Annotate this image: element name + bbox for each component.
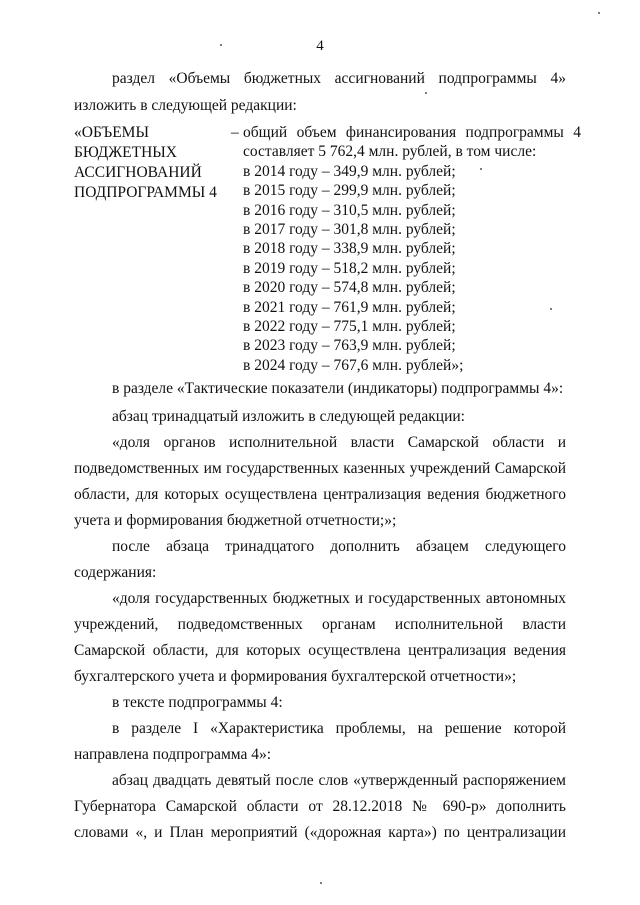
volumes-year-2021: в 2021 году – 761,9 млн. рублей; [243, 298, 456, 316]
volumes-year-2020: в 2020 году – 574,8 млн. рублей; [243, 279, 456, 297]
volumes-total-line-1: общий объем финансирования подпрограммы 4 [243, 124, 581, 141]
scan-speck [425, 92, 427, 94]
volumes-year-2023: в 2023 году – 763,9 млн. рублей; [243, 337, 456, 355]
paragraph-thirteenth: абзац тринадцатый изложить в следующей редакции: [112, 408, 465, 425]
volumes-label [74, 123, 244, 203]
paragraph-tactical-section: в разделе «Тактические показатели (индикаторы) подпрограммы 4»: [112, 380, 564, 397]
volumes-year-2016: в 2016 году – 310,5 млн. рублей; [243, 201, 456, 219]
intro-line-2: изложить в следующей редакции: [74, 97, 297, 114]
scan-speck [550, 308, 552, 310]
paragraph-after-line: после абзаца тринадцатого дополнить абзацем следующего [112, 538, 566, 555]
volumes-year-2019: в 2019 году – 518,2 млн. рублей; [243, 259, 456, 277]
volumes-label-line: «ОБЪЕМЫ [74, 124, 149, 141]
volumes-year-2022: в 2022 году – 775,1 млн. рублей; [243, 318, 456, 336]
scan-speck [220, 44, 222, 46]
volumes-year-2017: в 2017 году – 301,8 млн. рублей; [243, 221, 456, 239]
intro-line-1: раздел «Объемы бюджетных ассигнований подпрограммы 4» [112, 70, 566, 87]
paragraph-quote-1-line: области, для которых осуществлена централизация ведения бюджетного [74, 486, 566, 503]
volumes-dash: – [231, 124, 239, 141]
volumes-year-2024: в 2024 году – 767,6 млн. рублей»; [243, 356, 464, 374]
paragraph-quote-2-line: «доля государственных бюджетных и государственных автономных [112, 590, 566, 607]
volumes-year-2014: в 2014 году – 349,9 млн. рублей; [243, 162, 456, 180]
paragraph-quote-2-line: учреждений, подведомственных органам исполнительной власти [74, 616, 566, 633]
paragraph-quote-1-line: «доля органов исполнительной власти Самарской области и [112, 434, 566, 451]
volumes-values [243, 123, 583, 375]
volumes-total-line-2: составляет 5 762,4 млн. рублей, в том числе: [243, 143, 537, 161]
paragraph-twenty-ninth-line: Губернатора Самарской области от 28.12.2018 № 690-р» дополнить [74, 798, 566, 815]
paragraph-twenty-ninth-line: словами «, и План мероприятий («дорожная карта») по централизации [74, 824, 566, 841]
volumes-year-2018: в 2018 году – 338,9 млн. рублей; [243, 240, 456, 258]
paragraph-section-one-line: в разделе I «Характеристика проблемы, на решение которой [112, 720, 566, 737]
paragraph-after-line: содержания: [74, 564, 157, 581]
volumes-label-line: ПОДПРОГРАММЫ 4 [74, 184, 217, 201]
scan-speck [320, 882, 322, 884]
paragraph-in-text: в тексте подпрограммы 4: [112, 694, 283, 711]
paragraph-twenty-ninth-line: абзац двадцать девятый после слов «утвержденный распоряжением [112, 772, 566, 789]
paragraph-quote-1-line: подведомственных им государственных казенных учреждений Самарской [74, 460, 566, 477]
page-number: 4 [316, 38, 324, 54]
volumes-year-2015: в 2015 году – 299,9 млн. рублей; [243, 182, 456, 200]
paragraph-section-one-line: направлена подпрограмма 4»: [74, 746, 272, 763]
volumes-label-line: БЮДЖЕТНЫХ [74, 144, 177, 161]
paragraph-quote-2-line: Самарской области, для которых осуществлена централизация ведения [74, 642, 566, 659]
scan-speck [480, 168, 482, 170]
paragraph-quote-1-line: учета и формирования бюджетной отчетности;»; [74, 512, 397, 529]
scan-speck [598, 12, 600, 14]
volumes-label-line: АССИГНОВАНИЙ [74, 164, 202, 181]
paragraph-quote-2-line: бухгалтерского учета и формирования бухгалтерской отчетности»; [74, 668, 517, 685]
